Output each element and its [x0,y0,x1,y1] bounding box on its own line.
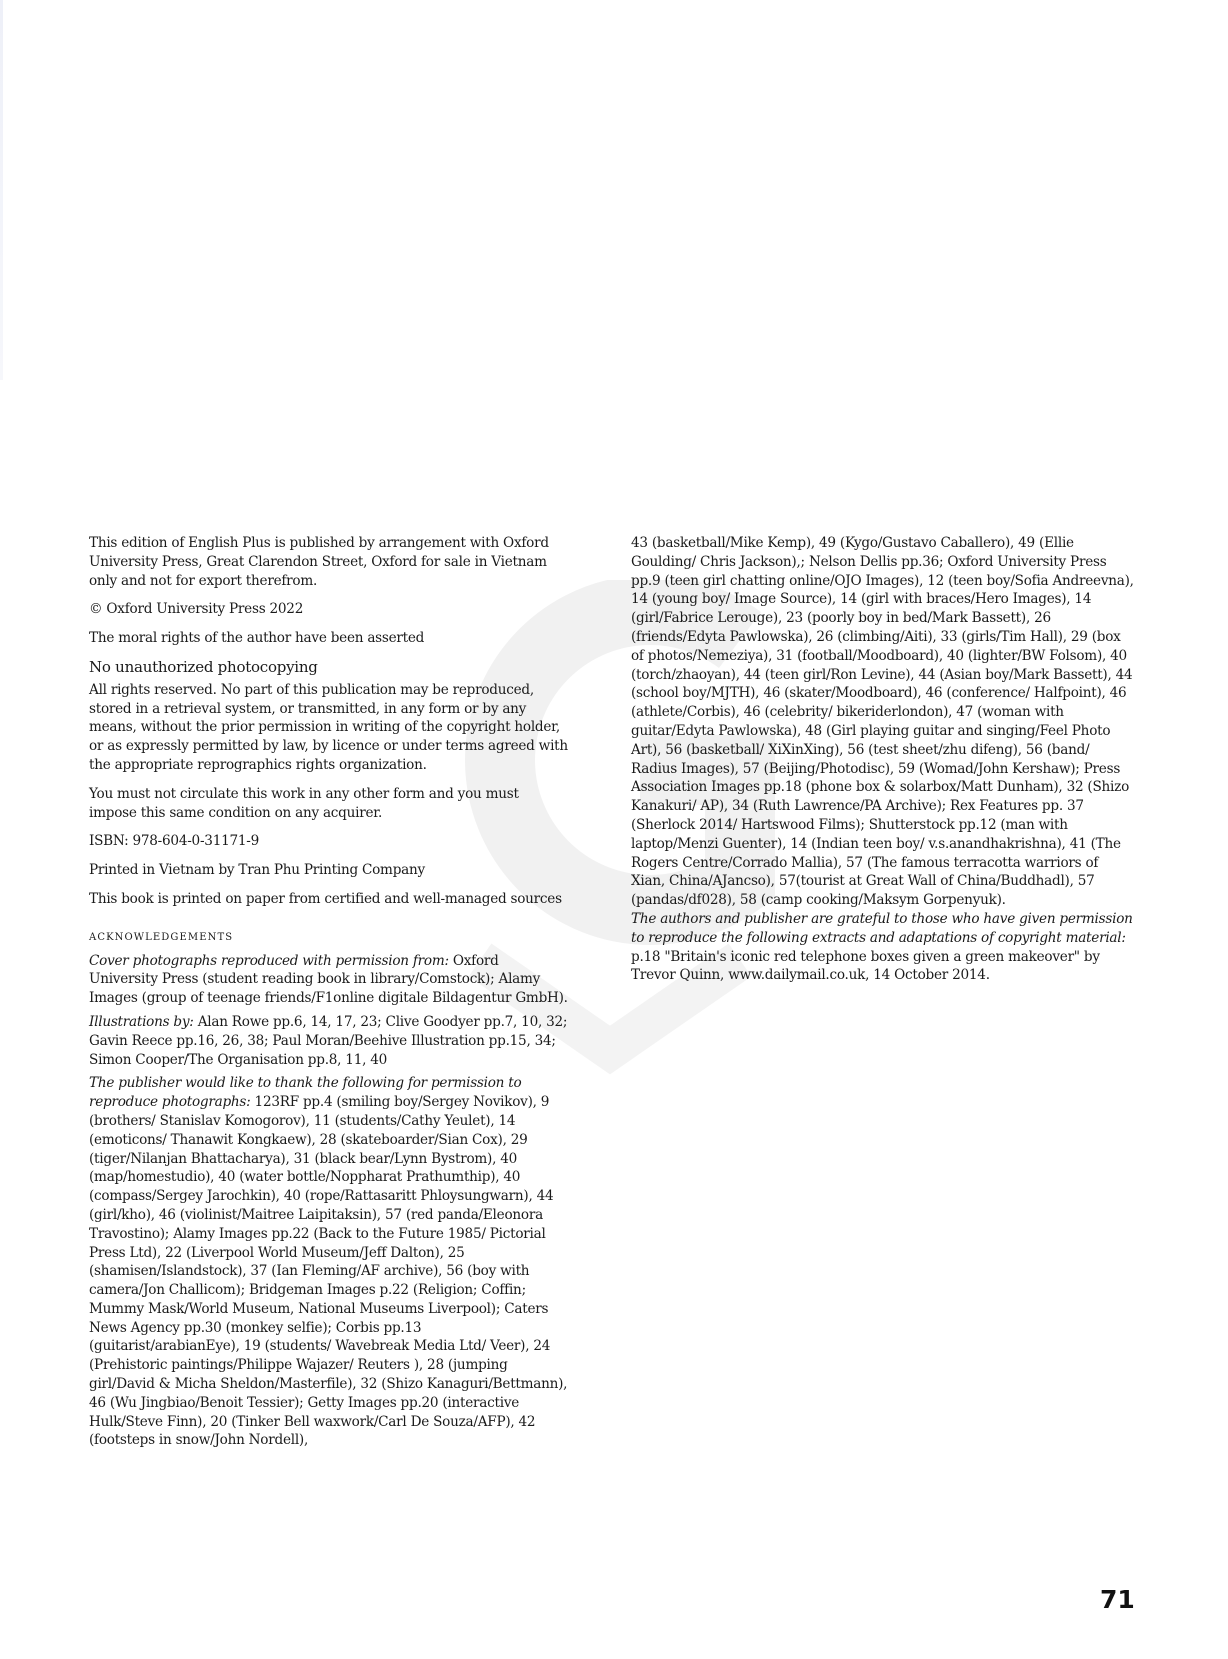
extracts-credits [631,910,1136,985]
circulation-text: You must not circulate this work in any other form and you must impose this same condition on any acquirer. [89,785,519,821]
left-column [89,534,569,1450]
publication-notice: This edition of English Plus is published by arrangement with Oxford University Press, Great Clarendon Street, Oxford for sale in Vietnam only and not for export therefrom. [89,535,549,589]
isbn-line: ISBN: 978-604-0-31171-9 [89,833,260,850]
photo-credits [89,1074,569,1450]
photo-credits-text: 123RF pp.4 (smiling boy/Sergey Novikov), 9 (brothers/ Stanislav Komogorov), 11 (students/Cathy Yeulet), 14 (emoticons/ Thanawit Kongkaew), 28 (skateboarder/Sian Cox), 29 (tiger/Nilanjan Bhattacharya), 31 (black bear/Lynn Bystrom), 40 (map/homestudio), 40 (water bottle/Noppharat Prathumthip), 40 (compass/Sergey Jarochkin), 40 (rope/Rattasaritt Phloysungwarn), 44 (girl/kho), 46 (violinist/Maitree Laipitaksin), 57 (red panda/Eleonora Travostino); Alamy Images pp.22 (Back to the Future 1985/ Pictorial Press Ltd), 22 (Liverpool World Museum/Jeff Dalton), 25 (shamisen/Islandstock), 37 (Ian Fleming/AF archive), 56 (boy with camera/Jon Challicom); Bridgeman Images p.22 (Religion; Coffin; Mummy Mask/World Museum, National Museums Liverpool); Caters News Agency pp.30 (monkey selfie); Corbis pp.13 (guitarist/arabianEye), 19 (students/ Wavebreak Media Ltd/ Veer), 24 (Prehistoric paintings/Philippe Wajazer/ Reuters ), 28 (jumping girl/David & Micha Sheldon/Masterfile), 32 (Shizo Kanaguri/Bettmann), 46 (Wu Jingbiao/Benoit Tessier); Getty Images pp.20 (interactive Hulk/Steve Finn), 20 (Tinker Bell waxwork/Carl De Souza/AFP), 42 (footsteps in snow/John Nordell), [89,1094,568,1449]
illustration-credits-lead: Illustrations by: [89,1013,194,1030]
cover-credits-lead: Cover photographs reproduced with permission from: [89,952,449,969]
printed-line: Printed in Vietnam by Tran Phu Printing Company [89,862,425,879]
no-photocopying-heading: No unauthorized photocopying [89,657,318,676]
moral-rights-line: The moral rights of the author have been asserted [89,630,425,647]
paper-line: This book is printed on paper from certified and well-managed sources [89,890,562,907]
copyright-line: © Oxford University Press 2022 [89,601,304,618]
cover-credits [89,952,569,1008]
photo-credits-lead: The publisher would like to thank the following for permission to reproduce photographs: [89,1075,522,1111]
right-column [631,534,1136,985]
extracts-credits-text: p.18 "Britain's iconic red telephone boxes given a green makeover" by Trevor Quinn, www.dailymail.co.uk, 14 October 2014. [631,948,1100,984]
photo-credits-continued: 43 (basketball/Mike Kemp), 49 (Kygo/Gustavo Caballero), 49 (Ellie Goulding/ Chris Jackson),; Nelson Dellis pp.36; Oxford University Press pp.9 (teen girl chatting online/OJO Images), 12 (teen boy/Sofia Andreevna), 14 (young boy/ Image Source), 14 (girl with braces/Hero Images), 14 (girl/Fabrice Lerouge), 23 (poorly boy in bed/Mark Bassett), 26 (friends/Edyta Pawlowska), 26 (climbing/Aiti), 33 (girls/Tim Hall), 29 (box of photos/Nemeziya), 31 (football/Moodboard), 40 (lighter/BW Folsom), 40 (torch/zhaoyan), 44 (teen girl/Ron Levine), 44 (Asian boy/Mark Bassett), 44 (school boy/MJTH), 46 (skater/Moodboard), 46 (conference/ Halfpoint), 46 (athlete/Corbis), 46 (celebrity/ bikeriderlondon), 47 (woman with guitar/Edyta Pawlowska), 48 (Girl playing guitar and singing/Feel Photo Art), 56 (basketball/ XiXinXing), 56 (test sheet/zhu difeng), 56 (band/ Radius Images), 57 (Beijing/Photodisc), 59 (Womad/John Kershaw); Press Association Images pp.18 (phone box & solarbox/Matt Dunham), 32 (Shizo Kanakuri/ AP), 34 (Ruth Lawrence/PA Archive); Rex Features pp. 37 (Sherlock 2014/ Hartswood Films); Shutterstock pp.12 (man with laptop/Menzi Guenter), 14 (Indian teen boy/ v.s.anandhakrishna), 41 (The Rogers Centre/Corrado Mallia), 57 (The famous terracotta warriors of Xian, China/AJancso), 57(tourist at Great Wall of China/Buddhadl), 57 (pandas/df028), 58 (camp cooking/Maksym Gorpenyuk). [631,535,1134,909]
page-edge-shade [0,0,3,380]
cover-credits-text: Oxford University Press (student reading book in library/Comstock); Alamy Images (group of teenage friends/F1online digitale Bildagentur GmbH). [89,952,568,1007]
rights-reserved-text: All rights reserved. No part of this publication may be reproduced, stored in a retrieval system, or transmitted, in any form or by any means, without the prior permission in writing of the copyright holder, or as expressly permitted by law, by licence or under terms agreed with the appropriate reprographics rights organization. [89,681,568,773]
extracts-credits-lead: The authors and publisher are grateful to those who have given permission to reproduce the following extracts and adaptations of copyright material: [631,910,1133,946]
page-number: 71 [1100,1585,1135,1614]
illustration-credits [89,1013,569,1069]
acknowledgements-heading: ACKNOWLEDGEMENTS [89,931,234,943]
illustration-credits-text: Alan Rowe pp.6, 14, 17, 23; Clive Goodyer pp.7, 10, 32; Gavin Reece pp.16, 26, 38; Paul Moran/Beehive Illustration pp.15, 34; Simon Cooper/The Organisation pp.8, 11, 40 [89,1013,568,1068]
